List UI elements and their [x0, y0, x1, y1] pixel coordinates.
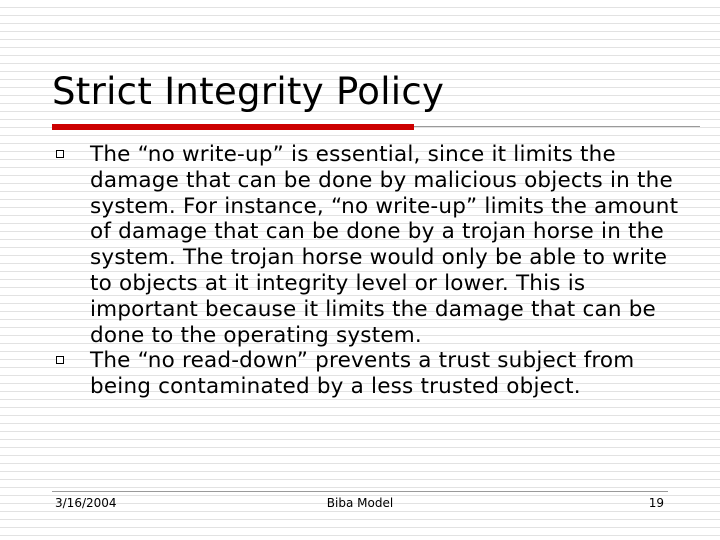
slide-title: Strict Integrity Policy: [52, 70, 445, 113]
title-accent-bar: [52, 124, 414, 130]
square-bullet-icon: [56, 356, 64, 364]
footer-divider: [52, 491, 668, 492]
bullet-list: [52, 142, 682, 400]
bullet-text: The “no write-up” is essential, since it limits the damage that can be done by malicious objects in the system. For instance, “no write-up” limits the amount of damage that can be done by a trojan horse in the system. The trojan horse would only be able to write to objects at it integrity level or lower. This is important because it limits the damage that can be done to the operating system.: [90, 142, 679, 348]
footer-title: Biba Model: [326, 496, 394, 510]
bullet-item: [52, 142, 682, 348]
page-number: 19: [648, 496, 664, 510]
square-bullet-icon: [56, 150, 64, 158]
footer-date: 3/16/2004: [55, 496, 117, 510]
bullet-item: [52, 348, 682, 400]
bullet-text: The “no read-down” prevents a trust subject from being contaminated by a less trusted object.: [90, 348, 635, 400]
